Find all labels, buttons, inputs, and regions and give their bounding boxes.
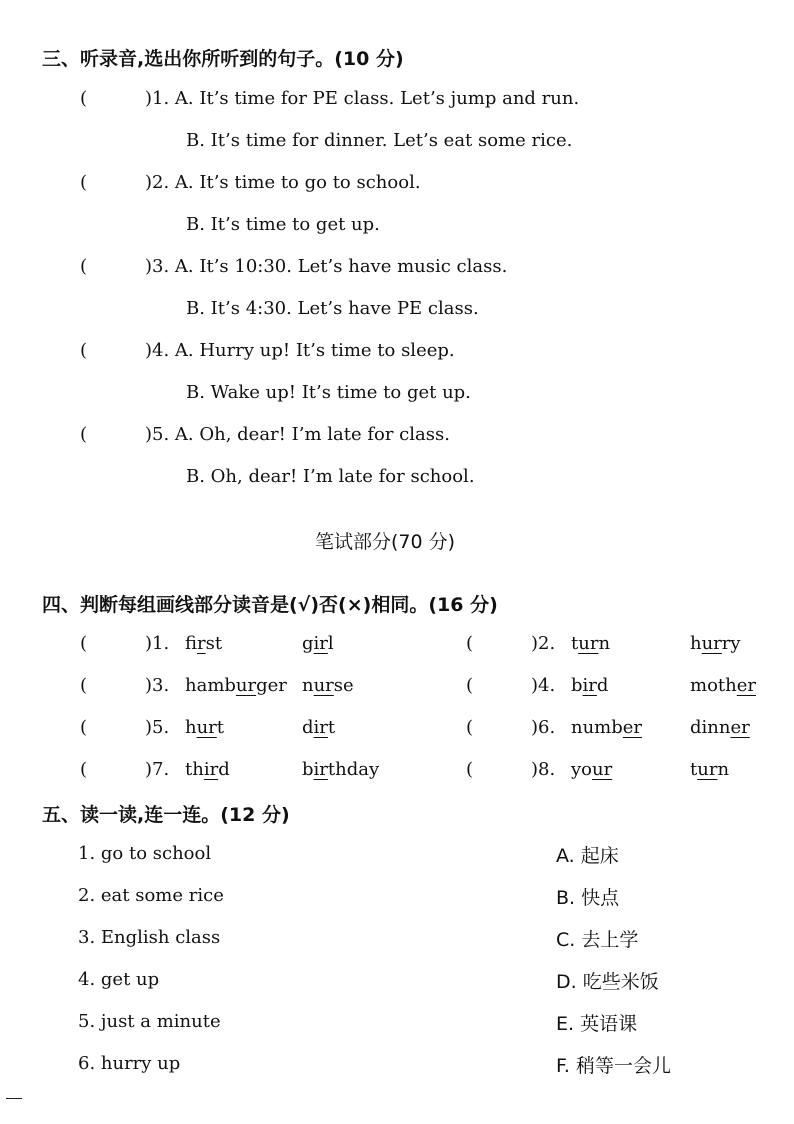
word-part: d	[596, 675, 609, 696]
underlined-part: ir	[313, 759, 328, 780]
underlined-word	[185, 675, 287, 696]
answer-paren-open[interactable]: (	[80, 340, 88, 361]
word-part: dinn	[690, 717, 731, 738]
word-part: h	[185, 717, 197, 738]
underlined-word	[302, 759, 379, 780]
word-part: numb	[571, 717, 623, 738]
word-part: st	[205, 633, 223, 654]
underlined-part: er	[622, 717, 643, 738]
option-b: B. It’s 4:30. Let’s have PE class.	[186, 298, 479, 319]
underlined-part: er	[730, 717, 750, 738]
match-left-item[interactable]: 2. eat some rice	[78, 885, 224, 906]
answer-paren-open[interactable]: (	[466, 717, 474, 738]
underlined-word	[302, 633, 334, 654]
underlined-part: ur	[697, 759, 718, 780]
word-part: moth	[690, 675, 737, 696]
word-part: t	[571, 633, 579, 654]
item-number: )3.	[145, 675, 170, 696]
word-part: d	[218, 759, 230, 780]
word-part: thday	[327, 759, 380, 780]
underlined-word	[690, 633, 741, 654]
word-part: l	[327, 633, 334, 654]
option-a: )5. A. Oh, dear! I’m late for class.	[145, 424, 450, 445]
underlined-word	[185, 759, 230, 780]
answer-paren-open[interactable]: (	[466, 675, 474, 696]
word-part: d	[302, 717, 314, 738]
answer-paren-open[interactable]: (	[466, 759, 474, 780]
match-left-item[interactable]: 6. hurry up	[78, 1053, 181, 1074]
word-part: yo	[571, 759, 593, 780]
underlined-word	[302, 717, 335, 738]
underlined-word	[185, 633, 222, 654]
word-part: th	[185, 759, 204, 780]
word-part: t	[690, 759, 698, 780]
underlined-word	[690, 675, 756, 696]
match-right-item[interactable]: B. 快点	[556, 887, 620, 909]
word-part: h	[690, 633, 702, 654]
underlined-word	[571, 717, 642, 738]
item-number: )7.	[145, 759, 170, 780]
word-part: f	[185, 633, 198, 654]
match-left-item[interactable]: 3. English class	[78, 927, 221, 948]
match-right-item[interactable]: E. 英语课	[556, 1013, 638, 1035]
answer-paren-open[interactable]: (	[80, 633, 88, 654]
page-corner-mark	[6, 1098, 22, 1099]
answer-paren-open[interactable]: (	[80, 88, 88, 109]
underlined-part: ir	[582, 675, 597, 696]
word-part: n	[598, 633, 611, 654]
answer-paren-open[interactable]: (	[80, 172, 88, 193]
option-a: )4. A. Hurry up! It’s time to sleep.	[145, 340, 455, 361]
underlined-word	[185, 717, 224, 738]
match-left-item[interactable]: 1. go to school	[78, 843, 212, 864]
option-b: B. It’s time for dinner. Let’s eat some rice.	[186, 130, 573, 151]
underlined-part: ir	[313, 717, 328, 738]
word-part: n	[302, 675, 314, 696]
underlined-part: ur	[196, 717, 217, 738]
answer-paren-open[interactable]: (	[80, 256, 88, 277]
item-number: )1.	[145, 633, 170, 654]
word-part: se	[333, 675, 354, 696]
match-right-item[interactable]: C. 去上学	[556, 929, 639, 951]
underlined-part: ir	[203, 759, 219, 780]
underlined-part: ir	[313, 633, 328, 654]
option-b: B. Oh, dear! I’m late for school.	[186, 466, 475, 487]
underlined-word	[571, 675, 608, 696]
underlined-word	[571, 759, 612, 780]
item-number: )6.	[531, 717, 556, 738]
word-part: hamb	[185, 675, 236, 696]
match-right-item[interactable]: D. 吃些米饭	[556, 971, 659, 993]
answer-paren-open[interactable]: (	[80, 675, 88, 696]
underlined-word	[571, 633, 610, 654]
option-a: )2. A. It’s time to go to school.	[145, 172, 421, 193]
underlined-part: ur	[701, 633, 722, 654]
option-b: B. Wake up! It’s time to get up.	[186, 382, 471, 403]
underlined-part: ur	[313, 675, 334, 696]
option-a: )1. A. It’s time for PE class. Let’s jump and run.	[145, 88, 580, 109]
item-number: )4.	[531, 675, 556, 696]
option-b: B. It’s time to get up.	[186, 214, 380, 235]
answer-paren-open[interactable]: (	[80, 717, 88, 738]
underlined-part: ir	[197, 633, 206, 654]
answer-paren-open[interactable]: (	[466, 633, 474, 654]
written-part-title: 笔试部分(70 分)	[315, 531, 456, 553]
underlined-part: er	[736, 675, 756, 696]
answer-paren-open[interactable]: (	[80, 759, 88, 780]
word-part: b	[571, 675, 583, 696]
item-number: )2.	[531, 633, 556, 654]
match-right-item[interactable]: F. 稍等一会儿	[556, 1055, 671, 1077]
section5-heading: 五、读一读,连一连。(12 分)	[42, 804, 290, 826]
match-right-item[interactable]: A. 起床	[556, 845, 619, 867]
word-part: t	[216, 717, 225, 738]
word-part: g	[302, 633, 314, 654]
word-part: t	[327, 717, 336, 738]
section3-heading: 三、听录音,选出你所听到的句子。(10 分)	[42, 48, 404, 70]
match-left-item[interactable]: 5. just a minute	[78, 1011, 221, 1032]
answer-paren-open[interactable]: (	[80, 424, 88, 445]
underlined-word	[690, 759, 729, 780]
underlined-part: ur	[578, 633, 599, 654]
word-part: ry	[721, 633, 741, 654]
underlined-part: ur	[235, 675, 257, 696]
option-a: )3. A. It’s 10:30. Let’s have music class.	[145, 256, 508, 277]
underlined-part: ur	[592, 759, 613, 780]
section4-heading: 四、判断每组画线部分读音是(√)否(×)相同。(16 分)	[42, 594, 498, 616]
item-number: )8.	[531, 759, 556, 780]
underlined-word	[690, 717, 750, 738]
word-part: ger	[256, 675, 287, 696]
word-part: n	[717, 759, 730, 780]
word-part: b	[302, 759, 314, 780]
match-left-item[interactable]: 4. get up	[78, 969, 160, 990]
item-number: )5.	[145, 717, 170, 738]
underlined-word	[302, 675, 354, 696]
